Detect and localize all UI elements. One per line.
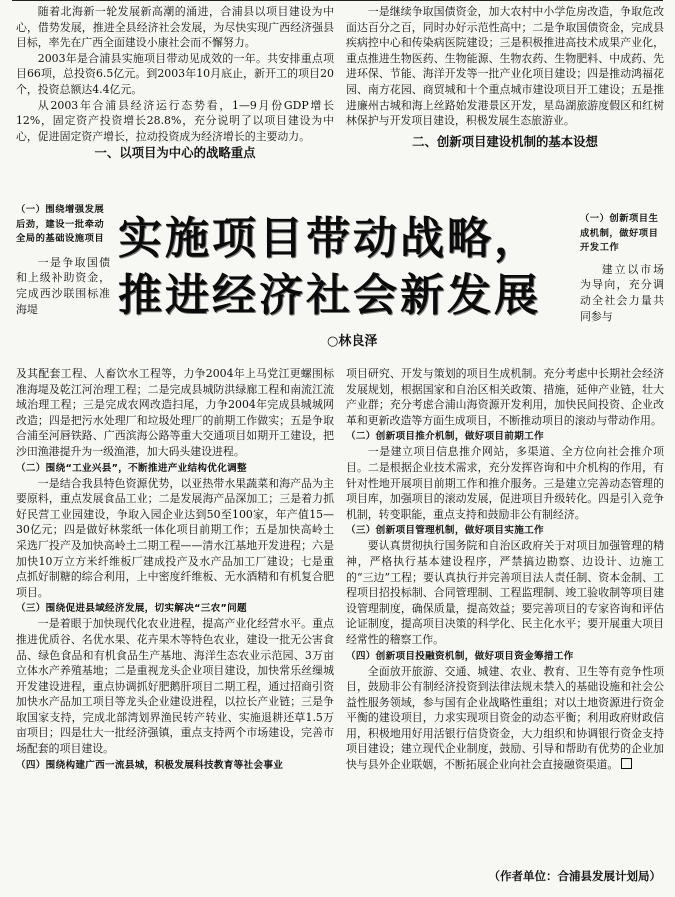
subsection-2-4-text xyxy=(346,664,664,773)
subsection-2-3-text: 要认真贯彻执行国务院和自治区政府关于对项目加强管理的精神，严格执行基本建设程序，严禁搞边勘察、边设计、边施工的“三边”工程；要认真执行并完善项目法人责任制、资本金制、工程项目招投标制、合同管理制、工程监理制、竣工验收制等项目建设管理制度，确保质量，提高效益；要完善项目的专家咨询和评估论证制度，提高项目决策的科学化、民主化水平；要开展重大项目经常性的稽察工作。 xyxy=(346,539,664,646)
subsection-2-1-heading: （一）创新项目生成机制，做好项目开发工作 xyxy=(580,213,659,254)
subsection-1-3-text: 一是着眼于加快现代化农业进程，提高产业化经营水平。重点推进优质谷、名优水果、花卉果木等特色农业，建设一批无公害食品、绿色食品和有机食品生产基地、海洋生态农业示范园、3万亩立体水产养殖基地；二是重视龙头企业项目建设，加快常乐丝缫城开发建设进程，重点协调抓好肥鹅肝项目二期工程，通过招商引资加快水产品加工项目等龙头企业建设进程，以拉长产业链；三是争取国家支持，完成北部湾划界渔民转产转业、实施退耕还草1.5万亩项目；四是壮大一批经济强镇，重点支持两个市场建设，完善市场配套的项目建设。 xyxy=(16,617,334,756)
intro-block xyxy=(16,4,334,161)
intro-paragraph-2: 2003年是合浦县实施项目带动见成效的一年。共安排重点项目66项，总投资6.5亿元。到2003年10月底止，新开工的项目20个，投资总额达4.4亿元。 xyxy=(16,51,334,96)
subsection-1-1-text-rest: 及其配套工程、人畜饮水工程等，力争2004年上马党江更螺围标准海堤及乾江河治理工程；二是完成县城防洪绿廊工程和南流江流域治理工程；三是完成农网改造扫尾，力争2004年完成县城城网改造；四是把污水处理厂和垃圾处理厂的前期工作做实；五是争取合浦至河唇铁路、广西滨海公路等重大交通项目如期开工建设，把沙田渔港提升为一级渔港，加大码头建设进程。 xyxy=(16,367,334,458)
subsection-2-2-text: 一是建立项目信息推介网站，多渠道、全方位向社会推介项目。二是根据企业技术需求，充分发挥咨询和中介机构的作用，有针对性地开展项目前期工作和推介服务。三是建立完善动态管理的项目库，加强项目的滚动发展，促进项目升级转化。四是引入竞争机制，转变职能，重点支持和鼓励非公有制经济。 xyxy=(346,445,664,521)
col1-lower-block xyxy=(16,366,334,773)
subsection-2-4-heading: （四）创新项目投融资机制，做好项目资金筹措工作 xyxy=(346,650,574,662)
author-affiliation: （作者单位：合浦县发展计划局） xyxy=(488,869,661,883)
subsection-2-4-text-content: 全面放开旅游、交通、城建、农业、教育、卫生等有竞争性项目，鼓励非公有制经济投资到法律法规未禁入的基础设施和社会公益性服务领域，参与国有企业战略性重组；对以土地资源进行资金平衡的建设项目，力求实现项目资金的动态平衡；利用政府财政信用，积极地用好用活银行信贷资金，大力组织和协调银行资金支持项目建设；建立现代企业制度，鼓励、引导和帮助有优势的企业加快与县外企业联姻，不断拓展企业向社会直接融资渠道。 xyxy=(346,664,664,772)
subsection-1-1-text-start: 一是争取国债和上级补助资金，完成西沙联围标准海堤 xyxy=(16,255,110,316)
subsection-2-2-heading: （二）创新项目推介机制，做好项目前期工作 xyxy=(346,431,544,443)
col2-top-block xyxy=(346,4,664,150)
subsection-1-2-heading: （二）围绕“工业兴县”，不断推进产业结构优化调整 xyxy=(16,462,247,474)
subsection-1-2-text: 一是结合我县特色资源优势，以亚热带水果蔬菜和海产品为主要原料，重点发展食品工业；二是发展海产品深加工；三是着力抓好民营工业园建设，争取入园企业达到50至100家，年产值15—30亿元；四是做好林浆纸一体化项目前期工作；五是加快高岭土采选厂投产及加快高岭土二期工程——清水江基地开发进程；六是加快10万立方米纤维板厂建成投产及水产品加工厂建设；七是重点抓好制糖的综合利用，上中密度纤维板、无水酒精和有机复合肥项目。 xyxy=(16,476,334,599)
intro-paragraph-1: 随着北海新一轮发展新高潮的涌进，合浦县以项目建设为中心，借势发展，推进全县经济社会发展，为尽快实现广西经济强县目标，率先在广西全面建设小康社会而不懈努力。 xyxy=(16,5,334,50)
subsection-2-1-text-start: 建立以市场为导向，充分调动全社会力量共同参与 xyxy=(580,262,664,323)
article-title xyxy=(118,210,541,324)
subsection-1-1-heading: （一）围绕增强发展后劲，建设一批牵动全局的基础设施项目 xyxy=(16,204,105,245)
title-line-2: 推进经济社会新发展 xyxy=(118,270,541,321)
section-1-heading: 一、以项目为中心的战略重点 xyxy=(94,145,256,161)
section-2-heading: 二、创新项目建设机制的基本设想 xyxy=(412,133,598,149)
subsection-1-3-heading: （三）围绕促进县域经济发展，切实解决“三农”问题 xyxy=(16,603,247,615)
top-rule xyxy=(12,0,663,1)
right-side-column xyxy=(580,212,664,324)
col2-top-paragraph: 一是继续争取国债资金，加大农村中小学危房改造，争取危改面达百分之百，同时办好示范性高中；二是争取国债资金，完成县疾病控中心和传染病医院建设；三是积极推进高技术成果产业化，重点推进生物医药、生物能源、生物农药、生物肥料、中成药、先进环保、节能、海洋开发等一批产业化项目建设；四是推动鸿福花园、南方花园、商贸城和十个重点城市建设项目开工建设；五是推进廉州古城和海上丝路始发港景区开发，星岛湖旅游度假区和红树林保护与开发项目建设，积极发展生态旅游业。 xyxy=(346,5,664,128)
end-mark-icon xyxy=(621,758,632,769)
author-byline: ○林良泽 xyxy=(327,334,378,349)
subsection-2-3-heading: （三）创新项目管理机制，做好项目实施工作 xyxy=(346,525,544,537)
title-line-1: 实施项目带动战略， xyxy=(118,213,541,264)
col2-lower-block xyxy=(346,366,664,773)
subsection-1-4-heading: （四）围绕构建广西一流县城，积极发展科技教育等社会事业 xyxy=(16,759,284,771)
subsection-2-1-text-rest: 项目研究、开发与策划的项目生成机制。充分考虑中长期社会经济发展规划，根据国家和自治区相关政策、措施，延伸产业链，壮大产业群；充分考虑合浦山海资源开发利用，加快民间投资、企业改革和更新改造等方面生成项目，不断推动项目的滚动与带动作用。 xyxy=(346,367,664,427)
left-side-column xyxy=(16,203,110,317)
intro-paragraph-3: 从2003年合浦县经济运行态势看，1—9月份GDP增长12%，固定资产投资增长28.8%，充分说明了以项目建设为中心，促进固定资产增长，拉动投资成为经济增长的主要动力。 xyxy=(16,98,334,143)
